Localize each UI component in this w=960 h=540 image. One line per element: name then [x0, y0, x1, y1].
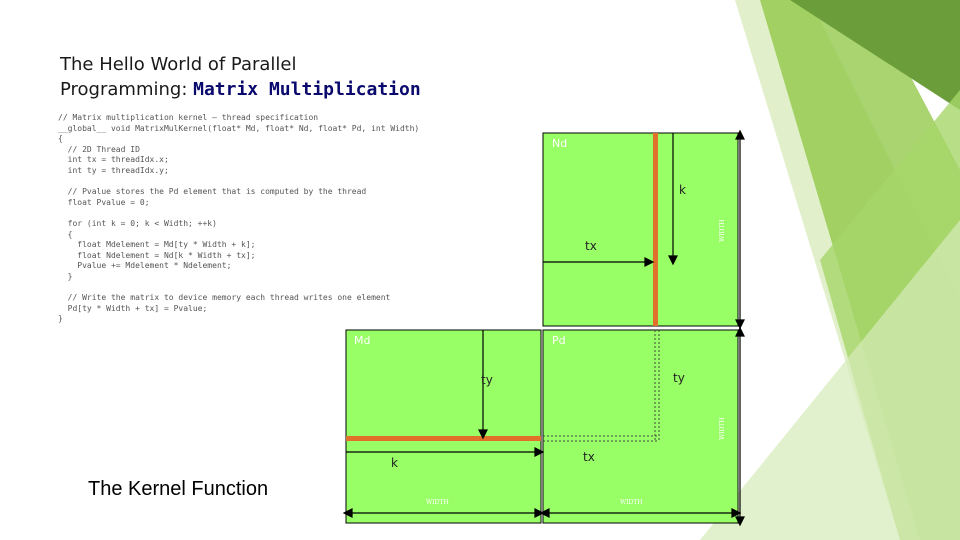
code-line: for (int k = 0; k < Width; ++k): [58, 218, 217, 228]
code-line: // Pvalue stores the Pd element that is computed by the thread: [58, 187, 367, 197]
tx-label-nd: tx: [585, 239, 597, 253]
pd-width-label-vertical: WIDTH: [719, 417, 726, 440]
code-line: // Write the matrix to device memory each thread writes one element: [58, 293, 391, 303]
nd-matrix: [543, 133, 738, 326]
md-row-highlight: [346, 436, 541, 441]
title-line-2-plain: Programming:: [60, 79, 194, 100]
title-line-1: The Hello World of Parallel: [60, 54, 297, 75]
code-line: // 2D Thread ID: [58, 144, 140, 154]
nd-width-label: WIDTH: [719, 219, 726, 242]
code-line: int tx = threadIdx.x;: [58, 155, 169, 165]
code-line: float Pvalue = 0;: [58, 197, 150, 207]
code-line: Pd[ty * Width + tx] = Pvalue;: [58, 303, 208, 313]
code-line: // Matrix multiplication kernel – thread specification: [58, 113, 319, 122]
k-label-nd: k: [679, 183, 686, 197]
pd-width-label: WIDTH: [620, 499, 643, 506]
code-line: __global__ void MatrixMulKernel(float* Md, float* Nd, float* Pd, int Width): [58, 123, 420, 133]
kernel-caption: The Kernel Function: [88, 478, 269, 500]
ty-label-md: ty: [481, 373, 493, 387]
md-width-label: WIDTH: [426, 499, 449, 506]
code-line: float Mdelement = Md[ty * Width + k];: [58, 240, 256, 250]
pd-matrix: [543, 330, 738, 523]
title-line-2-bold: Matrix Multiplication: [193, 79, 421, 100]
nd-label: Nd: [552, 137, 568, 150]
code-line: }: [58, 314, 63, 324]
k-label-md: k: [391, 456, 398, 470]
ty-label-pd: ty: [673, 371, 685, 385]
md-label: Md: [354, 334, 371, 347]
md-matrix: [346, 330, 541, 523]
code-line: {: [58, 134, 63, 144]
tx-label-pd: tx: [583, 450, 595, 464]
code-line: {: [58, 229, 73, 239]
code-line: int ty = threadIdx.y;: [58, 165, 169, 175]
code-line: Pvalue += Mdelement * Ndelement;: [58, 261, 232, 271]
pd-label: Pd: [552, 334, 566, 347]
code-line: }: [58, 271, 73, 281]
nd-column-highlight: [653, 133, 658, 326]
code-line: float Ndelement = Nd[k * Width + tx];: [58, 250, 256, 260]
